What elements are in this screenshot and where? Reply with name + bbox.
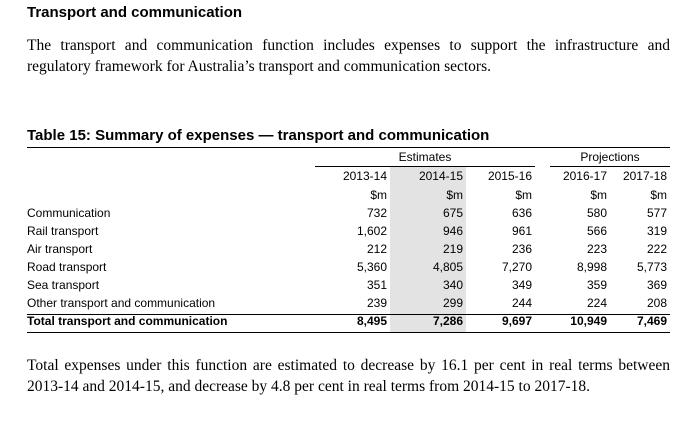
cell-value: 224 [586, 296, 607, 310]
summary-paragraph: Total expenses under this function are estimated to decrease by 16.1 per cent in real terms between 2013-14 and 2014-15, and decrease by 4.8 per cent in real terms from 2014-15 to 2017-18. [27, 357, 670, 395]
cell-value: 566 [586, 224, 607, 238]
table-row [27, 258, 670, 276]
cell-value: 7,270 [501, 260, 532, 274]
total-label: Total transport and communication [27, 314, 228, 328]
row-label: Other transport and communication [27, 296, 216, 310]
unit-header: $m [590, 188, 607, 202]
cell-value: 223 [586, 242, 607, 256]
cell-value: 222 [646, 242, 667, 256]
table-row [27, 204, 670, 222]
year-header: 2014-15 [418, 169, 463, 183]
year-header: 2016-17 [562, 169, 607, 183]
row-label: Air transport [27, 242, 93, 256]
cell-value: 351 [366, 278, 387, 292]
cell-value: 946 [442, 224, 463, 238]
cell-value: 212 [366, 242, 387, 256]
intro-paragraph: The transport and communication function includes expenses to support the infrastructure and regulatory framework for Australia’s transport and communication sectors. [27, 37, 670, 75]
cell-value: 580 [586, 206, 607, 220]
group-header-projections: Projections [580, 149, 640, 164]
expenses-table [27, 147, 670, 333]
cell-value: 5,360 [356, 260, 387, 274]
cell-value: 239 [366, 296, 387, 310]
table-row [27, 276, 670, 294]
cell-value: 8,998 [576, 260, 607, 274]
cell-value: 1,602 [356, 224, 387, 238]
total-value: 9,697 [501, 314, 532, 328]
table-title: Table 15: Summary of expenses — transport and communication [27, 127, 490, 144]
cell-value: 349 [511, 278, 532, 292]
table-row [27, 294, 670, 312]
total-value: 8,495 [356, 314, 387, 328]
row-label: Road transport [27, 260, 107, 274]
cell-value: 319 [646, 224, 667, 238]
year-header: 2015-16 [487, 169, 532, 183]
row-label: Communication [27, 206, 111, 220]
cell-value: 208 [646, 296, 667, 310]
table-bottom-rule [27, 332, 670, 333]
table-row [27, 222, 670, 240]
cell-value: 675 [442, 206, 463, 220]
total-row [27, 312, 670, 330]
unit-header: $m [446, 188, 463, 202]
expenses-table-grid [27, 147, 670, 330]
section-heading: Transport and communication [27, 4, 243, 21]
group-header-estimates: Estimates [398, 149, 452, 164]
total-value: 10,949 [570, 314, 607, 328]
year-header: 2013-14 [342, 169, 387, 183]
cell-value: 369 [646, 278, 667, 292]
cell-value: 299 [442, 296, 463, 310]
unit-header: $m [370, 188, 387, 202]
cell-value: 359 [586, 278, 607, 292]
year-header: 2017-18 [622, 169, 667, 183]
row-label: Rail transport [27, 224, 99, 238]
cell-value: 732 [366, 206, 387, 220]
cell-value: 961 [511, 224, 532, 238]
cell-value: 5,773 [636, 260, 667, 274]
table-row [27, 240, 670, 258]
cell-value: 244 [511, 296, 532, 310]
total-value: 7,469 [636, 314, 667, 328]
cell-value: 4,805 [432, 260, 463, 274]
cell-value: 636 [511, 206, 532, 220]
cell-value: 219 [442, 242, 463, 256]
total-value: 7,286 [432, 314, 463, 328]
cell-value: 340 [442, 278, 463, 292]
unit-header: $m [650, 188, 667, 202]
cell-value: 577 [646, 206, 667, 220]
row-label: Sea transport [27, 278, 100, 292]
unit-header: $m [515, 188, 532, 202]
cell-value: 236 [511, 242, 532, 256]
